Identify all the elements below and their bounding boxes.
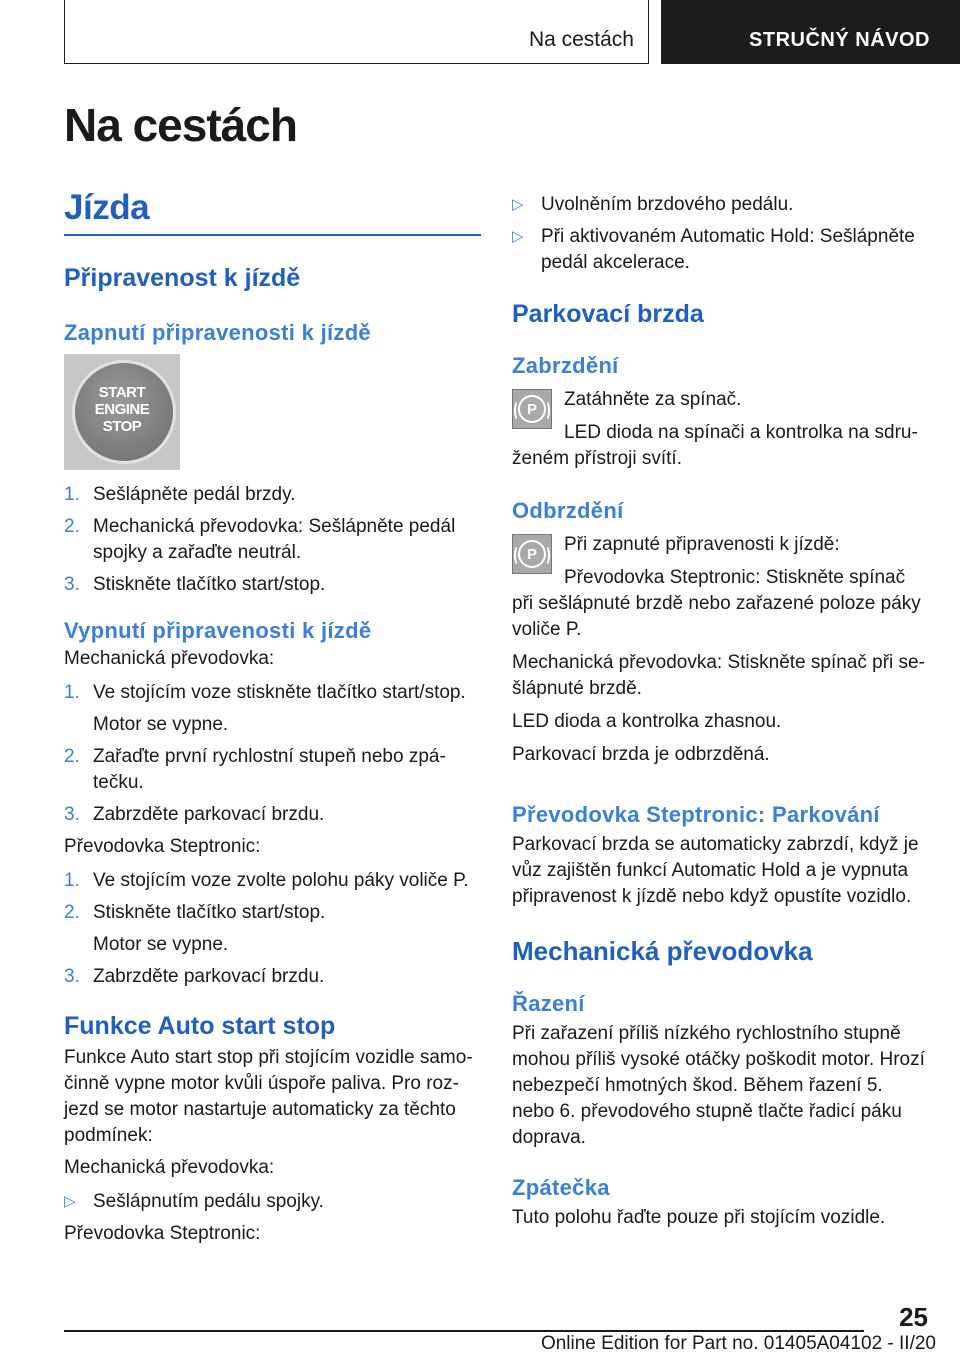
step-number: 2. (64, 516, 80, 537)
heading-odbrzdeni: Odbrzdění (512, 498, 624, 523)
step-text: Zabrzděte parkovací brzdu. (93, 966, 325, 987)
step-note: Motor se vypne. (93, 714, 229, 735)
odbrzdeni-line-2: Převodovka Steptronic: Stiskněte spínač (564, 567, 906, 588)
bullet-text: Při aktivovaném Automatic Hold: Sešlápněte pedál akcelerace. (541, 226, 915, 273)
list-item (512, 192, 930, 218)
header-manual-label: STRUČNÝ NÁVOD (749, 29, 930, 51)
heading-pripravenost: Připravenost k jízdě (64, 264, 301, 292)
start-engine-stop-button-image (64, 354, 180, 470)
header-section-label: Na cestách (528, 28, 634, 51)
list-item (64, 868, 481, 894)
footer-edition: Online Edition for Part no. 01405A04102 - II/20 (540, 1333, 936, 1354)
step-text: Zařaďte první rychlostní stupeň nebo zpá‐tečku. (93, 746, 446, 793)
odbrzdeni-line-4: Mechanická převodovka: Stiskněte spínač při se‐šlápnuté brzdě. (512, 652, 925, 699)
triangle-bullet-icon: ▷ (64, 1193, 76, 1210)
step-text: Sešlápněte pedál brzdy. (93, 484, 296, 505)
step-note: Motor se vypne. (93, 934, 229, 955)
left-column (64, 188, 481, 1247)
page-title: Na cestách (64, 99, 297, 151)
heading-zapnuti: Zapnutí připravenosti k jízdě (64, 320, 371, 345)
list-item (512, 224, 930, 276)
zabrzdeni-line-1: Zatáhněte za spínač. (564, 389, 742, 410)
zabrzdeni-line-2: LED dioda na spínači a kontrolka na sdru‐ (564, 422, 918, 443)
parking-brake-icon: P (512, 389, 552, 429)
heading-razeni: Řazení (512, 991, 585, 1016)
heading-jizda: Jízda (64, 188, 150, 227)
parking-brake-icon: P (512, 534, 552, 574)
autostart-mech-list (64, 1189, 481, 1215)
odbrzdeni-line-5: LED dioda a kontrolka zhasnou. (512, 711, 782, 732)
heading-steptronic-parkovani: Převodovka Steptronic: Parkování (512, 802, 880, 827)
right-column (512, 192, 930, 1231)
step-text: Stiskněte tlačítko start/stop. (93, 902, 326, 923)
step-number: 3. (64, 804, 80, 825)
bullet-text: Uvolněním brzdového pedálu. (541, 194, 794, 215)
odbrzdeni-line-1: Při zapnuté připravenosti k jízdě: (564, 534, 840, 555)
zabrzdeni-line-3: ženém přístroji svítí. (512, 448, 682, 469)
step-text: Ve stojícím voze stiskněte tlačítko start/stop. (93, 682, 466, 703)
odbrzdeni-line-6: Parkovací brzda je odbrzděná. (512, 744, 770, 765)
zabrzdeni-block (512, 387, 930, 472)
step-text: Mechanická převodovka: Sešlápněte pedál spojky a zařaďte neutrál. (93, 516, 456, 563)
start-button-label: START ENGINE STOP (94, 384, 150, 435)
step-number: 1. (64, 682, 80, 703)
step-number: 3. (64, 966, 80, 987)
step-number: 2. (64, 902, 80, 923)
header-section-tab (64, 0, 649, 64)
vypnuti-step-steps (64, 868, 481, 926)
autostart-text: Funkce Auto start stop při stojícím vozidle samo‐činně vypne motor kvůli úspoře paliva. Pro roz‐jezd se motor nastartuje automaticky za těchto podmínek: (64, 1047, 473, 1146)
razeni-text: Při zařazení příliš nízkého rychlostního stupně mohou příliš vysoké otáčky poškodit motor. Hrozí nebezpečí hmotných škod. Během řazení 5. nebo 6. převodového stupně tlačte řadicí páku doprava. (512, 1023, 925, 1148)
vypnuti-step-intro: Převodovka Steptronic: (64, 836, 261, 857)
step-text: Ve stojícím voze zvolte polohu páky voliče P. (93, 870, 469, 891)
list-item (64, 744, 481, 796)
zapnuti-steps (64, 482, 481, 598)
list-item (64, 900, 481, 926)
autostart-step-intro: Převodovka Steptronic: (64, 1223, 261, 1244)
step-text: Zabrzděte parkovací brzdu. (93, 804, 325, 825)
triangle-bullet-icon: ▷ (512, 196, 524, 213)
step-number: 3. (64, 574, 80, 595)
footer-rule (64, 1330, 864, 1332)
autostart-mech-intro: Mechanická převodovka: (64, 1157, 275, 1178)
odbrzdeni-block (512, 532, 930, 768)
vypnuti-mech-steps (64, 680, 481, 706)
step-number: 1. (64, 870, 80, 891)
heading-vypnuti: Vypnutí připravenosti k jízdě (64, 618, 372, 643)
step-number: 2. (64, 746, 80, 767)
list-item (64, 964, 481, 990)
zpatecka-text: Tuto polohu řaďte pouze při stojícím vozidle. (512, 1207, 886, 1228)
heading-autostart: Funkce Auto start stop (64, 1012, 336, 1040)
list-item (64, 680, 481, 706)
heading-rule (64, 234, 481, 236)
heading-zpatecka: Zpátečka (512, 1175, 610, 1200)
step-text: Stiskněte tlačítko start/stop. (93, 574, 326, 595)
list-item (64, 482, 481, 508)
list-item (64, 572, 481, 598)
odbrzdeni-line-3: při sešlápnuté brzdě nebo zařazené poloze páky voliče P. (512, 593, 921, 640)
heading-parkovaci-brzda: Parkovací brzda (512, 300, 704, 328)
bullet-text: Sešlápnutím pedálu spojky. (93, 1191, 324, 1212)
step-number: 1. (64, 484, 80, 505)
steptronic-parkovani-text: Parkovací brzda se automaticky zabrzdí, když je vůz zajištěn funkcí Automatic Hold a je vypnuta připravenost k jízdě nebo když opustíte vozidlo. (512, 834, 919, 907)
heading-zabrzdeni: Zabrzdění (512, 353, 619, 378)
heading-mechanicka-prevodovka: Mechanická převodovka (512, 936, 813, 966)
page-number: 25 (899, 1302, 928, 1332)
vypnuti-step-steps-cont (64, 964, 481, 990)
autostart-step-list (512, 192, 930, 276)
list-item (64, 514, 481, 566)
triangle-bullet-icon: ▷ (512, 228, 524, 245)
list-item (64, 802, 481, 828)
header-manual-tab (661, 0, 960, 64)
vypnuti-mech-intro: Mechanická převodovka: (64, 648, 275, 669)
vypnuti-mech-steps-cont (64, 744, 481, 828)
list-item (64, 1189, 481, 1215)
